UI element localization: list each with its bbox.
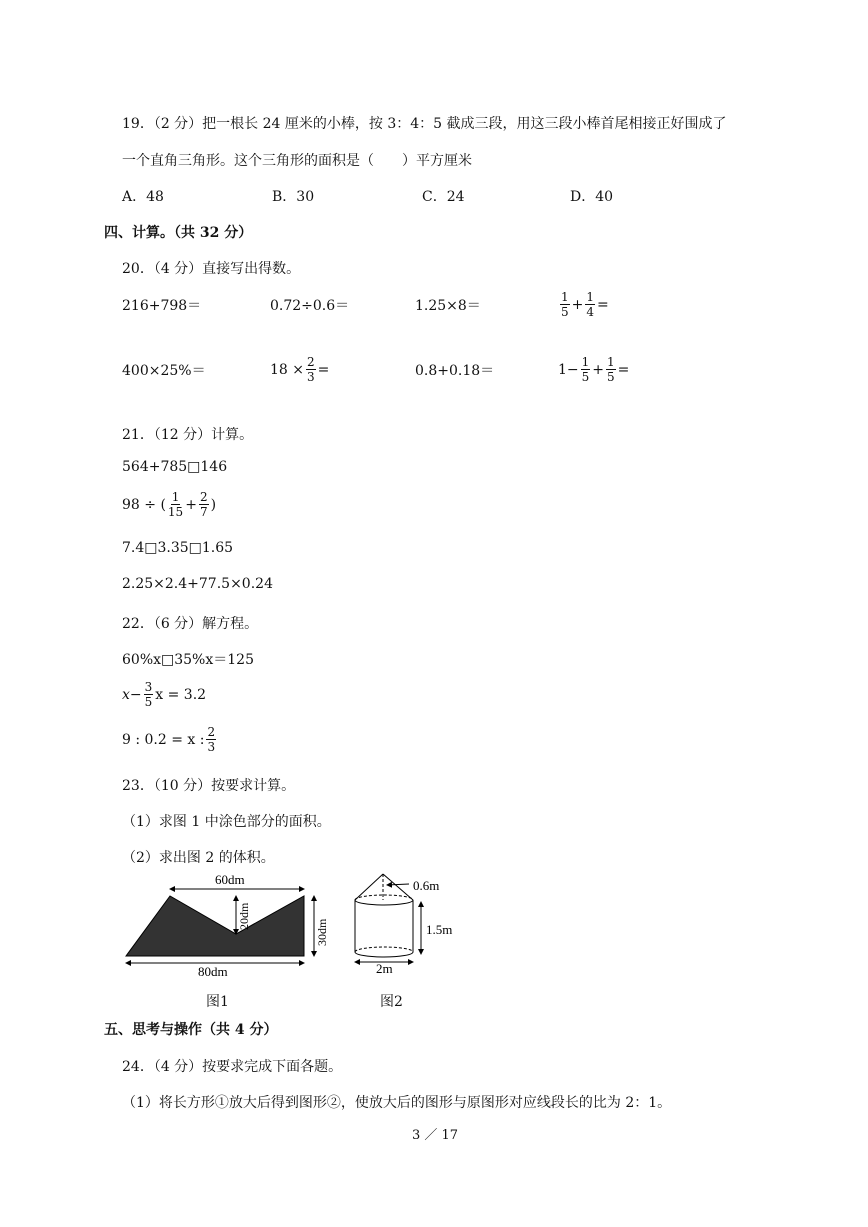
q20-r1-c: 1.25×8＝ <box>415 298 481 314</box>
q23-title: 23．（10 分）按要求计算。 <box>122 778 296 794</box>
q21-expr-3: 7.4□3.35□1.65 <box>122 540 234 556</box>
q21-expr-4: 2.25×2.4+77.5×0.24 <box>122 576 273 592</box>
q21-title: 21．（12 分）计算。 <box>122 427 254 443</box>
section5-title: 五、思考与操作（共 4 分） <box>104 1022 278 1038</box>
q20-r1-b: 0.72÷0.6＝ <box>270 298 350 314</box>
fig1-label-mid: 20dm <box>237 902 251 930</box>
q23-part-1: （1）求图 1 中涂色部分的面积。 <box>122 814 331 830</box>
figure-1 <box>118 868 333 978</box>
q20-r2-d: 1 − $\frac{1}{5}$ + $\frac{1}{5}$ = <box>558 355 630 384</box>
section4-title: 四、计算。（共 32 分） <box>104 225 253 241</box>
q20-r1-d: $\frac{1}{5}$ + $\frac{1}{4}$ = <box>561 290 609 319</box>
q20-title: 20．（4 分）直接写出得数。 <box>122 261 301 277</box>
q24-part-1: （1）将长方形①放大后得到图形②，使放大后的图形与原图形对应线段长的比为 2：1。 <box>122 1095 672 1111</box>
fig2-label-cone: 0.6m <box>413 878 440 893</box>
q19-line2: 一个直角三角形。这个三角形的面积是（ ）平方厘米 <box>122 153 472 169</box>
q21-expr-1: 564+785□146 <box>122 459 228 475</box>
fig2-caption: 图2 <box>380 994 403 1010</box>
q19-line1: 19．（2 分）把一根长 24 厘米的小棒，按 3：4：5 截成三段，用这三段小棒首尾相接正好围成了 <box>122 116 727 132</box>
fig1-caption: 图1 <box>206 994 229 1010</box>
q22-eq-1: 60%x□35%x＝125 <box>122 652 254 668</box>
fig1-label-bottom: 80dm <box>198 964 228 978</box>
q22-title: 22．（6 分）解方程。 <box>122 616 259 632</box>
fig2-label-height: 1.5m <box>426 922 453 937</box>
q20-r2-b: 18 × $\frac{2}{3}$ = <box>270 355 330 384</box>
option-a: A．48 <box>122 189 164 205</box>
page-number: 3 ／ 17 <box>412 1128 459 1143</box>
q24-title: 24．（4 分）按要求完成下面各题。 <box>122 1059 343 1075</box>
option-c: C．24 <box>422 189 465 205</box>
fig2-label-diameter: 2m <box>376 961 393 975</box>
q22-eq-2: x− $\frac{3}{5}$ x = 3.2 <box>122 680 207 709</box>
figure-2 <box>345 870 470 975</box>
q20-r2-a: 400×25%＝ <box>122 363 206 379</box>
option-b: B．30 <box>272 189 315 205</box>
q20-r2-c: 0.8+0.18＝ <box>415 363 495 379</box>
option-d: D．40 <box>570 189 614 205</box>
shaded-region <box>126 896 304 956</box>
fig1-label-right: 30dm <box>315 918 329 946</box>
fig1-label-top: 60dm <box>215 872 245 887</box>
q23-part-2: （2）求出图 2 的体积。 <box>122 850 275 866</box>
q21-expr-2: 98 ÷ ( $\frac{1}{15}$ + $\frac{2}{7}$ ) <box>122 490 217 519</box>
q22-eq-3: 9 : 0.2 = x : $\frac{2}{3}$ <box>122 725 216 754</box>
q20-r1-a: 216+798＝ <box>122 298 202 314</box>
